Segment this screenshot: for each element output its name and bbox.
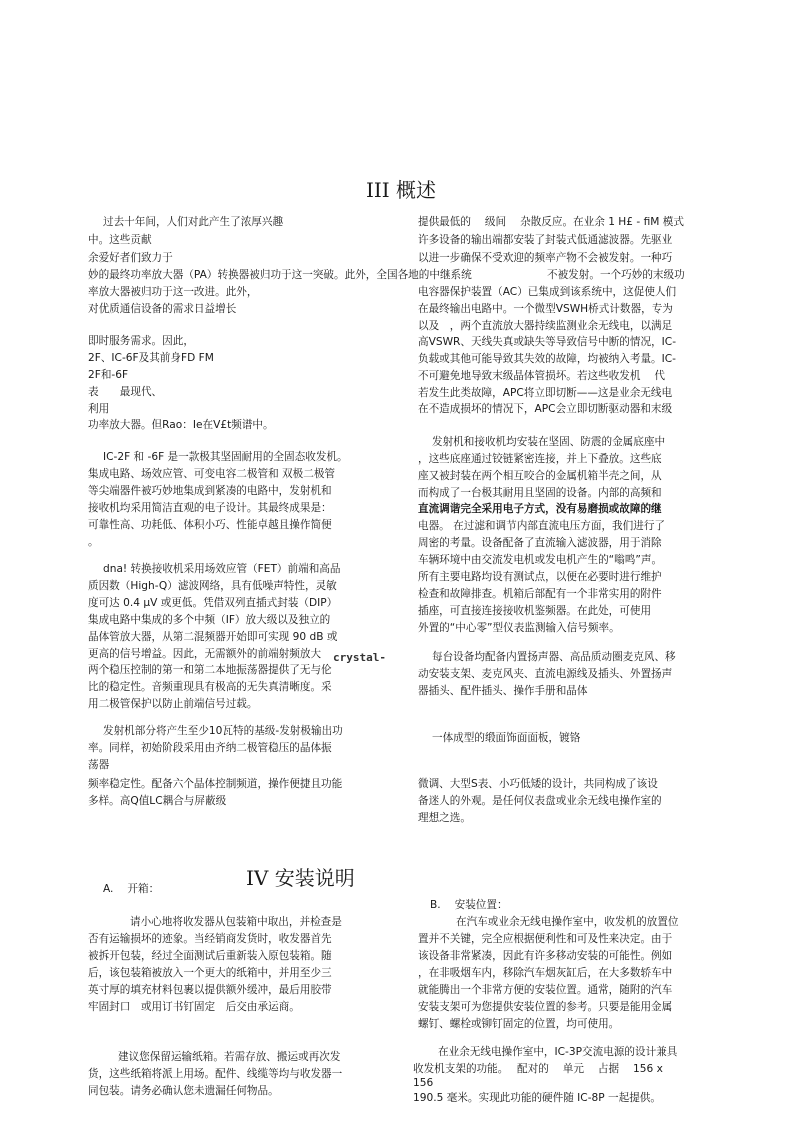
text-line: 理想之选。 (418, 812, 471, 824)
text-line: 在不造成损坏的情况下，APC会立即切断驱动器和末级 (418, 403, 673, 415)
text-line: 安装支架可为您提供安装位置的参考。只要是能用金属 (418, 1001, 673, 1013)
text-line: 外置的“中心零”型仪表监测输入信号频率。 (418, 622, 620, 634)
text-line: 动安装支架、麦克风夹、直流电源线及插头、外置扬声 (418, 668, 673, 680)
text-line: 不可避免地导致末级晶体管损坏。若这些收发机 代 (418, 370, 666, 382)
text-line: 利用 (88, 403, 110, 415)
text-line: 妙的最终功率放大器（PA）转换器被归功于这一突破。此外，全国各地的中继系统 (88, 269, 472, 281)
text-line: IC-2F 和 -6F 是一款极其坚固耐用的全固态收发机。 (103, 451, 348, 463)
text-line: 检查和故障排查。机箱后部配有一个非常实用的附件 (418, 588, 662, 600)
text-line: 负载或其他可能导致其失效的故障，均被纳入考量。IC- (418, 353, 676, 365)
text-line: 功率放大器。但Rao：Ie在V£t频谱中。 (88, 419, 274, 431)
text-line: 车辆环境中由交流发电机或发电机产生的“嗡鸣”声。 (418, 554, 663, 566)
section-title-installation: IV 安装说明 (246, 866, 355, 890)
text-line: 一体成型的缎面饰面面板，镀铬 (432, 732, 581, 744)
text-line: 在汽车或业余无线电操作室中，收发机的放置位 (456, 916, 679, 928)
text-line: 被拆开包装，经过全面测试后重新装入原包装箱。随 (88, 950, 332, 962)
text-line: 晶体管放大器，从第二混频器开始即可实现 90 dB 或 (88, 631, 338, 643)
text-line: dna! 转换接收机采用场效应管（FET）前端和高品 (103, 563, 341, 575)
text-line: 过去十年间，人们对此产生了浓厚兴趣 (103, 216, 284, 228)
text-line: 否有运输损坏的迹象。当经销商发货时，收发器首先 (88, 933, 332, 945)
text-line: 表 最现代、 (88, 386, 163, 398)
text-line: 电器。 在过滤和调节内部直流电压方面，我们进行了 (418, 520, 666, 532)
text-line: 高VSWR、天线失真或缺失等导致信号中断的情况，IC- (418, 336, 677, 348)
text-line: 率放大器被归功于这一改进。此外， (88, 286, 258, 298)
text-line: 频率稳定性。配备六个晶体控制频道，操作便捷且功能 (88, 778, 343, 790)
text-line: 190.5 毫米。实现此功能的硬件随 IC-8P 一起提供。 (413, 1092, 661, 1104)
text-line: 率。同样，初始阶段采用由齐纳二极管稳压的晶体振 (88, 742, 332, 754)
text-line: 以及 ，两个直流放大器持续监测业余无线电，以满足 (418, 320, 673, 332)
crystal-watermark: crystal- (333, 651, 386, 664)
text-line: 座又被封装在两个相互咬合的金属机箱半壳之间，从 (418, 470, 662, 482)
text-line: 而构成了一台极其耐用且坚固的设备。内部的高频和 (418, 487, 662, 499)
text-line: 器插头、配件插头、操作手册和晶体 (418, 685, 588, 697)
text-line: 收发机支架的功能。 配对的 单元 占据 156 x (413, 1063, 663, 1075)
text-line: 比的稳定性。音频重现具有极高的无失真清晰度。采 (88, 681, 332, 693)
text-line: 2F、IC-6F及其前身FD FM (88, 352, 214, 364)
section-title-overview: III 概述 (366, 178, 437, 202)
text-line: 度可达 0.4 μV 或更低。凭借双列直插式封装（DIP） (88, 597, 338, 609)
text-line: 置并不关键，完全应根据便利性和可及性来决定。由于 (418, 933, 673, 945)
text-line: 质因数（High-Q）滤波网络，具有低噪声特性，灵敏 (88, 580, 337, 592)
text-line: 以进一步确保不受欢迎的频率产物不会被发射。一种巧 (418, 252, 673, 264)
text-line: 螺钉、螺栓或铆钉固定的位置，均可使用。 (418, 1018, 620, 1030)
text-line: ，在非吸烟车内，移除汽车烟灰缸后，在大多数轿车中 (418, 967, 673, 979)
text-line: 在业余无线电操作室中，IC-3P交流电源的设计兼具 (438, 1046, 678, 1058)
text-line: 周密的考量。设备配备了直流输入滤波器，用于消除 (418, 537, 662, 549)
text-line: 同包装。请务必确认您未遗漏任何物品。 (88, 1085, 279, 1097)
text-line: 集成电路、场效应管、可变电容二极管和 双极二极管 (88, 468, 336, 480)
text-line: 英寸厚的填充材料包裹以提供额外缓冲，最后用胶带 (88, 984, 332, 996)
text-line: 用二极管保护以防止前端信号过载。 (88, 698, 258, 710)
text-line: 所有主要电路均设有测试点，以便在必要时进行维护 (418, 571, 662, 583)
text-line: 集成电路中集成的多个中频（IF）放大级以及独立的 (88, 614, 331, 626)
text-line: 发射机部分将产生至少10瓦特的基级-发射极输出功 (103, 725, 343, 737)
text-line: 接收机均采用简洁直观的电子设计。其最终成果是： (88, 502, 332, 514)
text-line: 荡器 (88, 759, 110, 771)
text-line: 就能腾出一个非常方便的安装位置。通常，随附的汽车 (418, 984, 673, 996)
text-line: 中。这些贡献 (88, 234, 152, 246)
text-line: 即时服务需求。因此， (88, 335, 194, 347)
subheading-location: B. 安装位置： (430, 899, 508, 911)
text-line: 该设备非常紧凑，因此有许多移动安装的可能性。例如 (418, 950, 673, 962)
text-line: 更高的信号增益。因此，无需额外的前端射频放大 (88, 648, 322, 660)
text-line: 建议您保留运输纸箱。若需存放、搬运或再次发 (118, 1051, 341, 1063)
text-line: 多样。高Q值LC耦合与屏蔽级 (88, 795, 227, 807)
text-line: 每台设备均配备内置扬声器、高品质动圈麦克风、移 (432, 651, 676, 663)
text-line: 156 (413, 1077, 434, 1089)
text-line: 发射机和接收机均安装在坚固、防震的金属底座中 (432, 436, 666, 448)
text-line: 余爱好者们致力于 (88, 252, 173, 264)
text-line: 请小心地将收发器从包装箱中取出，并检查是 (130, 916, 342, 928)
text-line: 微调、大型S表、小巧低矮的设计，共同构成了该设 (418, 778, 658, 790)
text-line: 可靠性高、功耗低、体积小巧、性能卓越且操作简便 (88, 519, 332, 531)
text-line: 许多设备的输出端都安装了封装式低通滤波器。先驱业 (418, 234, 673, 246)
text-line: 在最终输出电路中。一个微型VSWH桥式计数器，专为 (418, 303, 673, 315)
text-line: 等尖端器件被巧妙地集成到紧凑的电路中，发射机和 (88, 485, 332, 497)
text-line: 对优质通信设备的需求日益增长 (88, 303, 237, 315)
text-line: 插座，可直接连接接收机鉴频器。在此处，可使用 (418, 605, 652, 617)
text-line: 提供最低的 级间 杂散反应。在业余 1 H£ - fiM 模式 (418, 216, 684, 228)
text-line: 两个稳压控制的第一和第二本地振荡器提供了无与伦 (88, 664, 332, 676)
text-line: 2F和-6F (88, 369, 129, 381)
text-line: 不被发射。一个巧妙的末级功 (547, 269, 685, 281)
text-line: 电容器保护装置（AC）已集成到该系统中，这促使人们 (418, 286, 677, 298)
text-line: 若发生此类故障，APC将立即切断——这是业余无线电 (418, 387, 673, 399)
text-line: 牢固封口 或用订书钉固定 后交由承运商。 (88, 1001, 300, 1013)
text-line: 备迷人的外观。是任何仪表盘或业余无线电操作室的 (418, 795, 662, 807)
text-line: ，这些底座通过铰链紧密连接，并上下叠放。这些底 (418, 453, 662, 465)
text-line: 后，该包装箱被放入一个更大的纸箱中，并用至少三 (88, 967, 332, 979)
subheading-unpacking: A. 开箱： (103, 883, 160, 895)
text-line: 直流调谐完全采用电子方式，没有易磨损或故障的继 (418, 503, 662, 515)
text-line: 。 (88, 536, 99, 548)
text-line: 货，这些纸箱将派上用场。配件、线缆等均与收发器一 (88, 1068, 343, 1080)
